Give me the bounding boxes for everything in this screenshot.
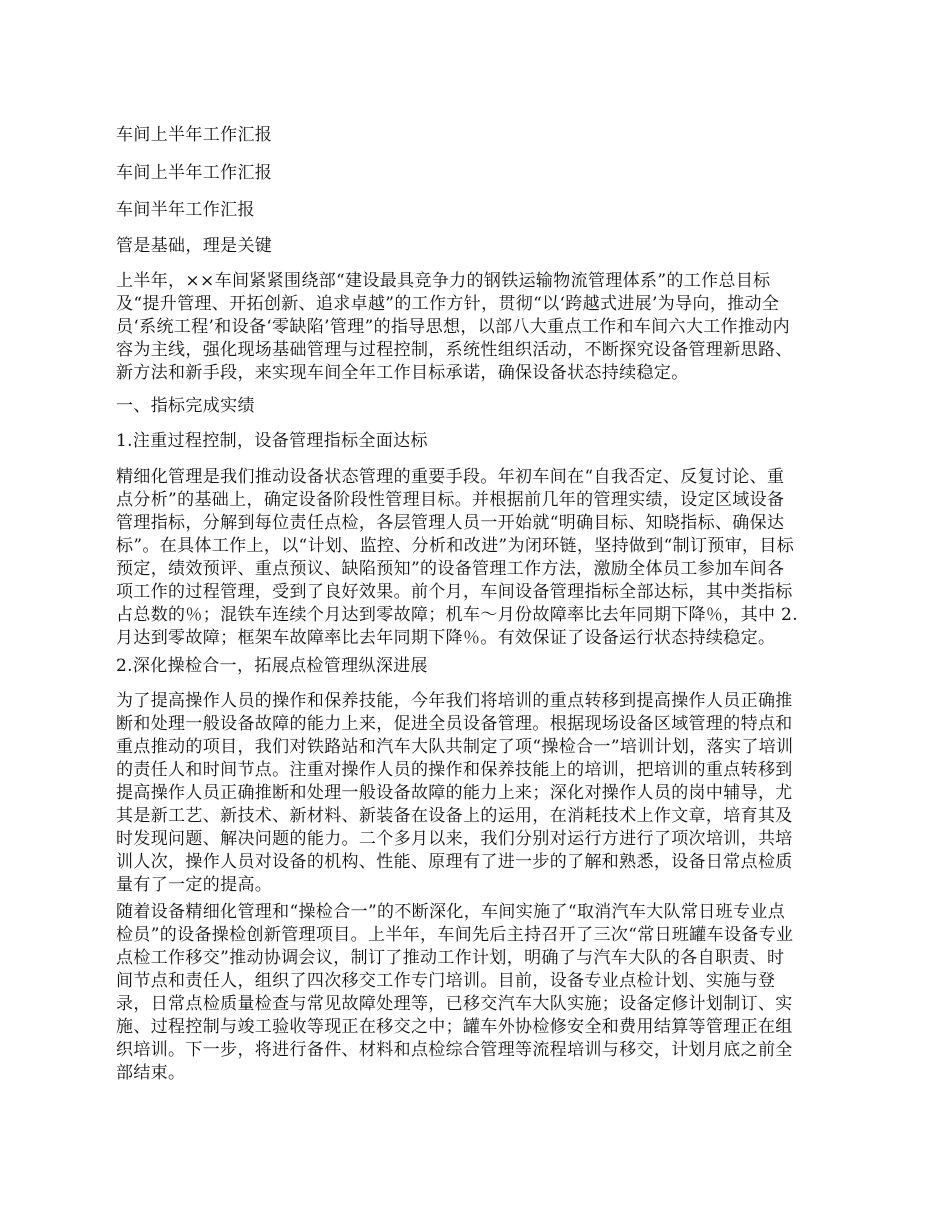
paragraph-3 [116, 901, 842, 1085]
paragraph-line: 重点推动的项目，我们对铁路站和汽车大队共制定了项“操检合一”培训计划，落实了培训 [116, 737, 794, 757]
paragraph-line: 随着设备精细化管理和“操检合一”的不断深化，车间实施了“取消汽车大队常日班专业点 [116, 902, 786, 922]
subsection-1-paragraph [116, 466, 842, 650]
paragraph-line: 点分析”的基础上，确定设备阶段性管理目标。并根据前几年的管理实绩，设定区域设备 [116, 490, 785, 510]
paragraph-line: 训人次，操作人员对设备的机构、性能、原理有了进一步的了解和熟悉，设备日常点检质 [116, 852, 793, 872]
paragraph-line: 精细化管理是我们推动设备状态管理的重要手段。年初车间在“自我否定、反复讨论、重 [116, 467, 785, 487]
paragraph-line: 为了提高操作人员的操作和保养技能，今年我们将培训的重点转移到提高操作人员正确推 [116, 691, 793, 711]
subsection-2-paragraph [116, 690, 842, 897]
paragraph-line: 施、过程控制与竣工验收等现正在移交之中；罐车外协检修安全和费用结算等管理正在组 [116, 1017, 793, 1037]
paragraph-line: 占总数的％；混铁车连续个月达到零故障；机车～月份故障率比去年同期下降％，其中 2. [116, 605, 798, 625]
paragraph-line: 容为主线，强化现场基础管理与过程控制，系统性组织活动，不断探究设备管理新思路、 [116, 340, 793, 360]
paragraph-line: 间节点和责任人，组织了四次移交工作专门培训。目前，设备专业点检计划、实施与登 [116, 971, 776, 991]
title-line-3: 车间半年工作汇报 [116, 200, 255, 220]
paragraph-line: 其是新工艺、新技术、新材料、新装备在设备上的运用，在消耗技术上作文章，培育其及 [116, 806, 793, 826]
subsection-heading-1: 1.注重过程控制，设备管理指标全面达标 [116, 431, 428, 451]
paragraph-line: 时发现问题、解决问题的能力。二个多月以来，我们分别对运行方进行了项次培训，共培 [116, 829, 793, 849]
paragraph-line: 员‘系统工程’和设备‘零缺陷’管理”的指导思想，以部八大重点工作和车间六大工作推动内 [116, 317, 791, 337]
paragraph-line: 织培训。下一步，将进行备件、材料和点检综合管理等流程培训与移交，计划月底之前全 [116, 1040, 793, 1060]
subsection-heading-2: 2.深化操检合一，拓展点检管理纵深进展 [116, 656, 428, 676]
paragraph-line: 管理指标，分解到每位责任点检，各层管理人员一开始就“明确目标、知晓指标、确保达 [116, 513, 785, 533]
paragraph-line: 标”。在具体工作上，以“计划、监控、分析和改进”为闭环链，坚持做到“制订预审，目标 [116, 536, 795, 556]
paragraph-line: 检员”的设备操检创新管理项目。上半年，车间先后主持召开了三次“常日班罐车设备专业 [116, 925, 794, 945]
paragraph-line: 录，日常点检质量检查与常见故障处理等，已移交汽车大队实施；设备定修计划制订、实 [116, 994, 793, 1014]
title-line-2: 车间上半年工作汇报 [116, 163, 273, 183]
paragraph-line: 新方法和新手段，来实现车间全年工作目标承诺，确保设备状态持续稳定。 [116, 363, 689, 383]
paragraph-line: 预定，绩效预评、重点预议、缺陷预知”的设备管理工作方法，激励全体员工参加车间各 [116, 559, 785, 579]
paragraph-line: 提高操作人员正确推断和处理一般设备故障的能力上来；深化对操作人员的岗中辅导，尤 [116, 783, 793, 803]
paragraph-line: 量有了一定的提高。 [116, 875, 273, 895]
section-heading-1: 一、指标完成实绩 [116, 396, 255, 416]
paragraph-line: 项工作的过程管理，受到了良好效果。前个月，车间设备管理指标全部达标，其中类指标 [116, 582, 793, 602]
subtitle-line: 管是基础，理是关键 [116, 236, 273, 256]
paragraph-line: 点检工作移交”推动协调会议，制订了推动工作计划，明确了与汽车大队的各自职责、时 [116, 948, 785, 968]
paragraph-line: 上半年，××车间紧紧围绕部“建设最具竞争力的钢铁运输物流管理体系”的工作总目标 [116, 271, 771, 291]
intro-paragraph [116, 270, 842, 385]
paragraph-line: 月达到零故障；框架车故障率比去年同期下降％。有效保证了设备运行状态持续稳定。 [116, 628, 776, 648]
paragraph-line: 断和处理一般设备故障的能力上来，促进全员设备管理。根据现场设备区域管理的特点和 [116, 714, 793, 734]
paragraph-line: 的责任人和时间节点。注重对操作人员的操作和保养技能上的培训，把培训的重点转移到 [116, 760, 793, 780]
paragraph-line: 部结束。 [116, 1063, 186, 1083]
title-line-1: 车间上半年工作汇报 [116, 125, 273, 145]
paragraph-line: 及“提升管理、开拓创新、追求卓越”的工作方针，贯彻“以‘跨越式进展’为导向，推动全 [116, 294, 780, 314]
